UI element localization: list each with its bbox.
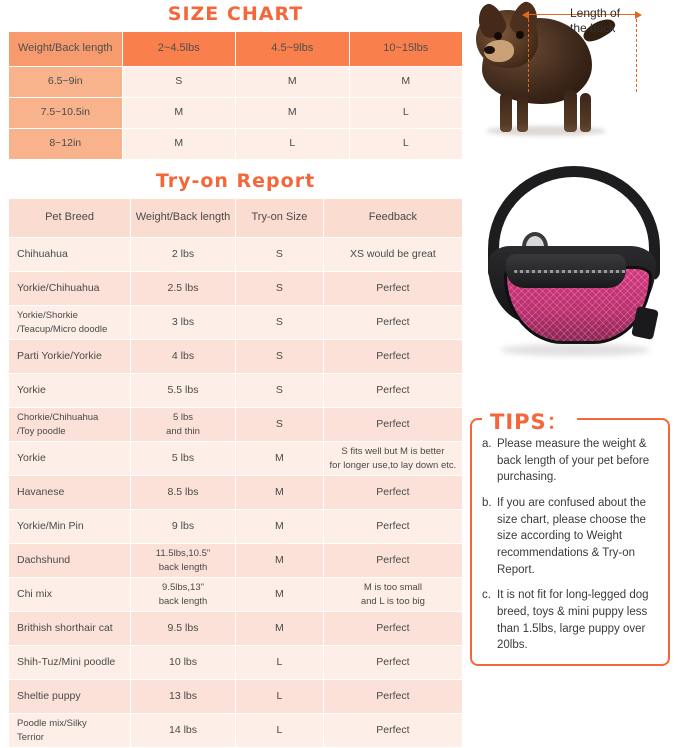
- size-chart-cell: L: [349, 129, 463, 160]
- tryon-cell-breed: Yorkie/Chihuahua: [9, 272, 131, 306]
- dog-left-ear-shape: [473, 0, 510, 41]
- size-chart-row: [9, 129, 463, 160]
- tryon-cell-weight: 9.5lbs,13" back length: [131, 578, 236, 612]
- size-chart-header-cell: 2~4.5lbs: [122, 32, 236, 67]
- tryon-cell-size: S: [235, 272, 323, 306]
- table-row: [9, 340, 463, 374]
- tryon-cell-size: L: [235, 646, 323, 680]
- measurement-guide-line-start: [528, 14, 529, 92]
- tryon-cell-feedback: Perfect: [323, 272, 462, 306]
- dog-right-eye-shape: [516, 31, 524, 39]
- tryon-header-cell: Feedback: [323, 199, 462, 238]
- carrier-side-tag: [631, 306, 659, 340]
- size-chart-row-label: 8~12in: [9, 129, 123, 160]
- size-chart-title: SIZE CHART: [167, 3, 304, 25]
- size-chart-header-cell: 4.5~9lbs: [236, 32, 350, 67]
- tryon-cell-size: L: [235, 714, 323, 748]
- carrier-ground-shadow: [500, 344, 650, 356]
- dog-ground-shadow: [486, 126, 606, 136]
- table-row: [9, 442, 463, 476]
- table-row: [9, 306, 463, 340]
- table-row: [9, 680, 463, 714]
- tryon-cell-weight: 9.5 lbs: [131, 612, 236, 646]
- table-row: [9, 272, 463, 306]
- table-row: [9, 374, 463, 408]
- size-chart-cell: M: [236, 67, 350, 98]
- tryon-cell-breed: Brithish shorthair cat: [9, 612, 131, 646]
- tip-marker: b.: [482, 497, 492, 510]
- tip-text: It is not fit for long-legged dog breed, toys & mini puppy less than 1.5lbs, large puppy over 20lbs.: [497, 589, 649, 652]
- size-chart-cell: L: [236, 129, 350, 160]
- tryon-cell-breed: Poodle mix/Silky Terrior: [9, 714, 131, 748]
- tryon-cell-size: M: [235, 442, 323, 476]
- tryon-cell-breed: Yorkie: [9, 374, 131, 408]
- tryon-cell-size: M: [235, 510, 323, 544]
- tryon-cell-weight: 10 lbs: [131, 646, 236, 680]
- tryon-cell-weight: 9 lbs: [131, 510, 236, 544]
- tryon-cell-breed: Yorkie: [9, 442, 131, 476]
- tryon-cell-feedback: Perfect: [323, 408, 462, 442]
- tryon-cell-feedback: Perfect: [323, 680, 462, 714]
- tryon-cell-size: M: [235, 578, 323, 612]
- table-row: [9, 408, 463, 442]
- size-chart-cell: L: [349, 98, 463, 129]
- table-row: [9, 510, 463, 544]
- tryon-cell-weight: 5.5 lbs: [131, 374, 236, 408]
- dog-back-length-photo: [470, 0, 672, 150]
- tryon-cell-feedback: XS would be great: [323, 238, 462, 272]
- tryon-header-row: [9, 199, 463, 238]
- tryon-cell-feedback: M is too small and L is too big: [323, 578, 462, 612]
- tryon-cell-feedback: Perfect: [323, 374, 462, 408]
- size-chart-cell: M: [349, 67, 463, 98]
- tryon-cell-size: S: [235, 340, 323, 374]
- tryon-cell-feedback: Perfect: [323, 646, 462, 680]
- tryon-cell-feedback: S fits well but M is better for longer use,to lay down etc.: [323, 442, 462, 476]
- measurement-guide-line-end: [636, 14, 637, 92]
- table-row: [9, 476, 463, 510]
- tryon-cell-size: M: [235, 612, 323, 646]
- tryon-cell-weight: 8.5 lbs: [131, 476, 236, 510]
- tip-marker: a.: [482, 438, 492, 450]
- tryon-cell-size: S: [235, 408, 323, 442]
- tryon-cell-weight: 11.5lbs,10.5" back length: [131, 544, 236, 578]
- tryon-cell-breed: Chihuahua: [9, 238, 131, 272]
- tryon-cell-weight: 3 lbs: [131, 306, 236, 340]
- pet-carrier-photo: [470, 158, 672, 398]
- tryon-cell-feedback: Perfect: [323, 510, 462, 544]
- size-chart-header-cell: Weight/Back length: [9, 32, 123, 67]
- tip-item: [482, 587, 658, 654]
- tryon-cell-size: S: [235, 374, 323, 408]
- left-column: [8, 0, 463, 748]
- size-chart-cell: M: [236, 98, 350, 129]
- table-row: [9, 714, 463, 748]
- size-chart-row: [9, 67, 463, 98]
- size-chart-cell: S: [122, 67, 236, 98]
- tips-title: TIPS：: [482, 406, 577, 436]
- tryon-cell-breed: Havanese: [9, 476, 131, 510]
- tryon-cell-breed: Dachshund: [9, 544, 131, 578]
- tryon-header-cell: Weight/Back length: [131, 199, 236, 238]
- table-row: [9, 238, 463, 272]
- tryon-cell-weight: 2 lbs: [131, 238, 236, 272]
- size-chart-table: [8, 31, 463, 160]
- dog-nose-shape: [484, 46, 495, 54]
- tryon-cell-feedback: Perfect: [323, 544, 462, 578]
- size-chart-row: [9, 98, 463, 129]
- tryon-cell-weight: 2.5 lbs: [131, 272, 236, 306]
- tip-item: [482, 436, 658, 486]
- carrier-illustration: [470, 158, 672, 398]
- carrier-zipper: [514, 270, 626, 273]
- tryon-cell-size: L: [235, 680, 323, 714]
- size-chart-row-label: 6.5~9in: [9, 67, 123, 98]
- tip-text: Please measure the weight & back length of your pet before purchasing.: [497, 438, 650, 484]
- tip-text: If you are confused about the size chart, please choose the size according to Weight recommendations & Try-on Report.: [497, 497, 646, 576]
- tryon-cell-size: M: [235, 544, 323, 578]
- table-row: [9, 544, 463, 578]
- table-row: [9, 578, 463, 612]
- tryon-report-title: Try-on Report: [155, 170, 316, 192]
- tryon-cell-breed: Yorkie/Shorkie /Teacup/Micro doodle: [9, 306, 131, 340]
- tryon-cell-feedback: Perfect: [323, 612, 462, 646]
- size-chart-header-cell: 10~15lbs: [349, 32, 463, 67]
- size-chart-cell: M: [122, 98, 236, 129]
- tryon-cell-weight: 4 lbs: [131, 340, 236, 374]
- tryon-cell-feedback: Perfect: [323, 340, 462, 374]
- tryon-cell-weight: 5 lbs: [131, 442, 236, 476]
- tryon-report-table: [8, 198, 463, 748]
- size-chart-cell: M: [122, 129, 236, 160]
- tryon-cell-size: M: [235, 476, 323, 510]
- tryon-cell-weight: 5 lbs and thin: [131, 408, 236, 442]
- table-row: [9, 612, 463, 646]
- tryon-cell-breed: Yorkie/Min Pin: [9, 510, 131, 544]
- tryon-cell-breed: Shih-Tuz/Mini poodle: [9, 646, 131, 680]
- tips-list: [482, 436, 658, 654]
- tryon-cell-feedback: Perfect: [323, 306, 462, 340]
- right-column: [470, 0, 672, 398]
- tryon-header-cell: Pet Breed: [9, 199, 131, 238]
- tryon-cell-weight: 14 lbs: [131, 714, 236, 748]
- tryon-cell-feedback: Perfect: [323, 714, 462, 748]
- tryon-cell-breed: Chi mix: [9, 578, 131, 612]
- dog-left-eye-shape: [494, 32, 502, 40]
- tip-marker: c.: [482, 589, 491, 602]
- tryon-cell-breed: Sheltie puppy: [9, 680, 131, 714]
- tryon-cell-feedback: Perfect: [323, 476, 462, 510]
- tryon-cell-breed: Parti Yorkie/Yorkie: [9, 340, 131, 374]
- tips-box: [470, 418, 670, 666]
- table-row: [9, 646, 463, 680]
- size-chart-row-label: 7.5~10.5in: [9, 98, 123, 129]
- dog-illustration: [470, 0, 672, 150]
- tryon-cell-breed: Chorkie/Chihuahua /Toy poodle: [9, 408, 131, 442]
- tip-item: [482, 495, 658, 578]
- back-length-label: Length of the back: [570, 6, 621, 35]
- tryon-cell-weight: 13 lbs: [131, 680, 236, 714]
- tryon-header-cell: Try-on Size: [235, 199, 323, 238]
- tryon-cell-size: S: [235, 238, 323, 272]
- tryon-cell-size: S: [235, 306, 323, 340]
- size-chart-header-row: [9, 32, 463, 67]
